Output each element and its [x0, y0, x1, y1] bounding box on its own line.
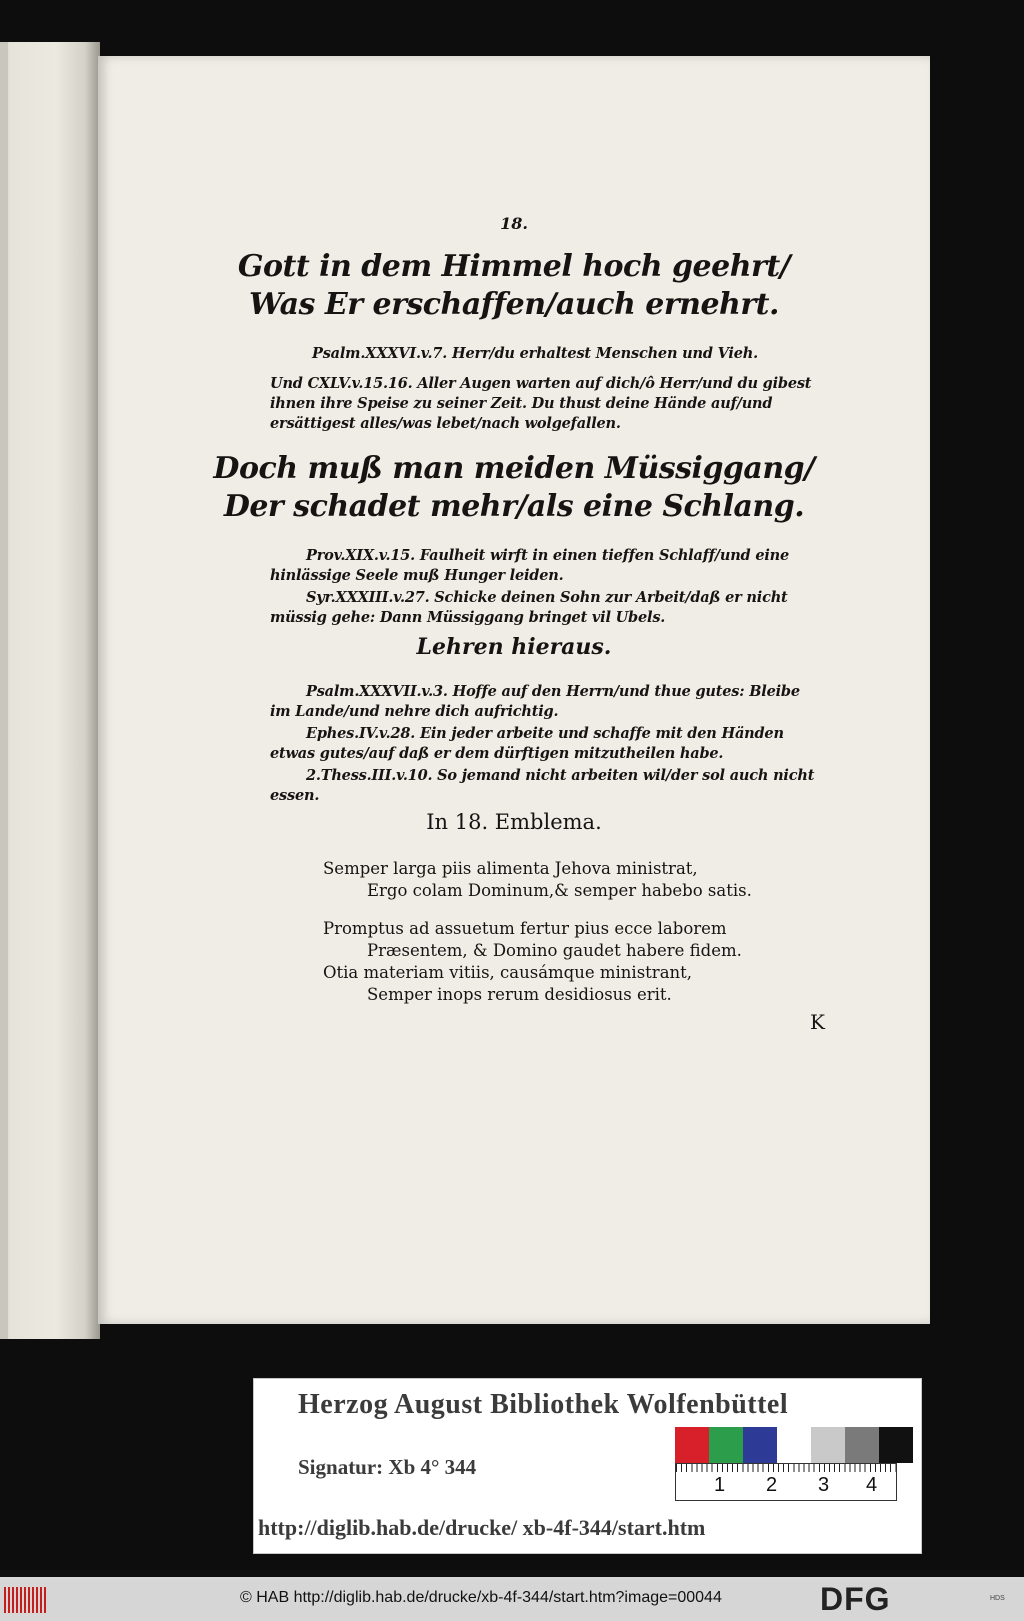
library-name: Herzog August Bibliothek Wolfenbüttel: [298, 1389, 789, 1420]
ruler-number: 1: [714, 1474, 726, 1496]
ruler-number: 4: [866, 1474, 878, 1496]
dfg-logo: DFG: [820, 1581, 891, 1617]
footer-bar: [0, 1577, 1024, 1621]
color-patch-gray: [845, 1427, 879, 1463]
library-url: http://diglib.hab.de/drucke/ xb-4f-344/start.htm: [258, 1515, 706, 1540]
book-page: [98, 56, 930, 1324]
color-patch-lightgray: [811, 1427, 845, 1463]
latin-line: Semper inops rerum desidiosus erit.: [367, 985, 672, 1004]
ref-thess-3: 2.Thess.III.v.10. So jemand nicht arbeiten wil/der sol auch nicht essen.: [270, 767, 815, 804]
heading2-line-1: Doch muß man meiden Müssiggang/: [213, 451, 815, 486]
library-label: [253, 1378, 922, 1554]
heading-line-1: Gott in dem Himmel hoch geehrt/: [237, 249, 791, 284]
latin-verse-1: [323, 858, 843, 902]
color-patch-white: [777, 1427, 811, 1463]
footer-small-mark: HDS: [990, 1595, 1005, 1602]
page-number: 18.: [500, 214, 528, 233]
barcode-icon: [4, 1587, 46, 1613]
ref-syr-33: Syr.XXXIII.v.27. Schicke deinen Sohn zur Arbeit/daß er nicht müssig gehe: Dann Müssiggang bringet vil Ubels.: [270, 589, 788, 626]
ruler-number: 3: [818, 1474, 830, 1496]
heading2-line-2: Der schadet mehr/als eine Schlang.: [223, 489, 805, 524]
heading-line-2: Was Er erschaffen/auch ernehrt.: [249, 287, 779, 322]
signature: Signatur: Xb 4° 344: [298, 1455, 477, 1479]
ref-psalm-36: Psalm.XXXVI.v.7. Herr/du erhaltest Menschen und Vieh.: [312, 345, 758, 362]
scale-ruler: [675, 1463, 897, 1501]
color-calibration-bar: [675, 1427, 913, 1463]
subheading: Lehren hieraus.: [416, 634, 612, 660]
left-page-edge: [0, 42, 8, 1339]
catchword: K: [810, 1010, 825, 1034]
color-patch-blue: [743, 1427, 777, 1463]
color-patch-green: [709, 1427, 743, 1463]
color-patch-red: [675, 1427, 709, 1463]
page-content: [98, 56, 930, 1324]
ref-ephes-4: Ephes.IV.v.28. Ein jeder arbeite und schaffe mit den Händen etwas gutes/auf daß er dem dürftigen mitzutheilen habe.: [270, 725, 784, 762]
latin-line: Præsentem, & Domino gaudet habere fidem.: [367, 941, 742, 960]
latin-line: Promptus ad assuetum fertur pius ecce laborem: [323, 919, 727, 938]
latin-line: Semper larga piis alimenta Jehova ministrat,: [323, 859, 698, 878]
left-page: [0, 42, 100, 1339]
latin-line: Ergo colam Dominum,& semper habebo satis.: [367, 881, 752, 900]
color-patch-black: [879, 1427, 913, 1463]
emblem-title: In 18. Emblema.: [426, 810, 602, 834]
latin-line: Otia materiam vitiis, causámque ministrant,: [323, 963, 693, 982]
ref-prov-19: Prov.XIX.v.15. Faulheit wirft in einen tieffen Schlaff/und eine hinlässige Seele muß Hunger leiden.: [270, 547, 790, 584]
ref-psalm-37: Psalm.XXXVII.v.3. Hoffe auf den Herrn/und thue gutes: Bleibe im Lande/und nehre dich aufrichtig.: [270, 683, 800, 720]
latin-verse-2: [323, 918, 843, 1006]
ruler-number: 2: [766, 1474, 778, 1496]
footer-copyright-link[interactable]: © HAB http://diglib.hab.de/drucke/xb-4f-344/start.htm?image=00044: [240, 1589, 722, 1606]
ref-psalm-145: Und CXLV.v.15.16. Aller Augen warten auf dich/ô Herr/und du gibest ihnen ihre Speise zu seiner Zeit. Du thust deine Hände auf/und ersättigest alles/was lebet/nach wolgefallen.: [270, 375, 812, 432]
